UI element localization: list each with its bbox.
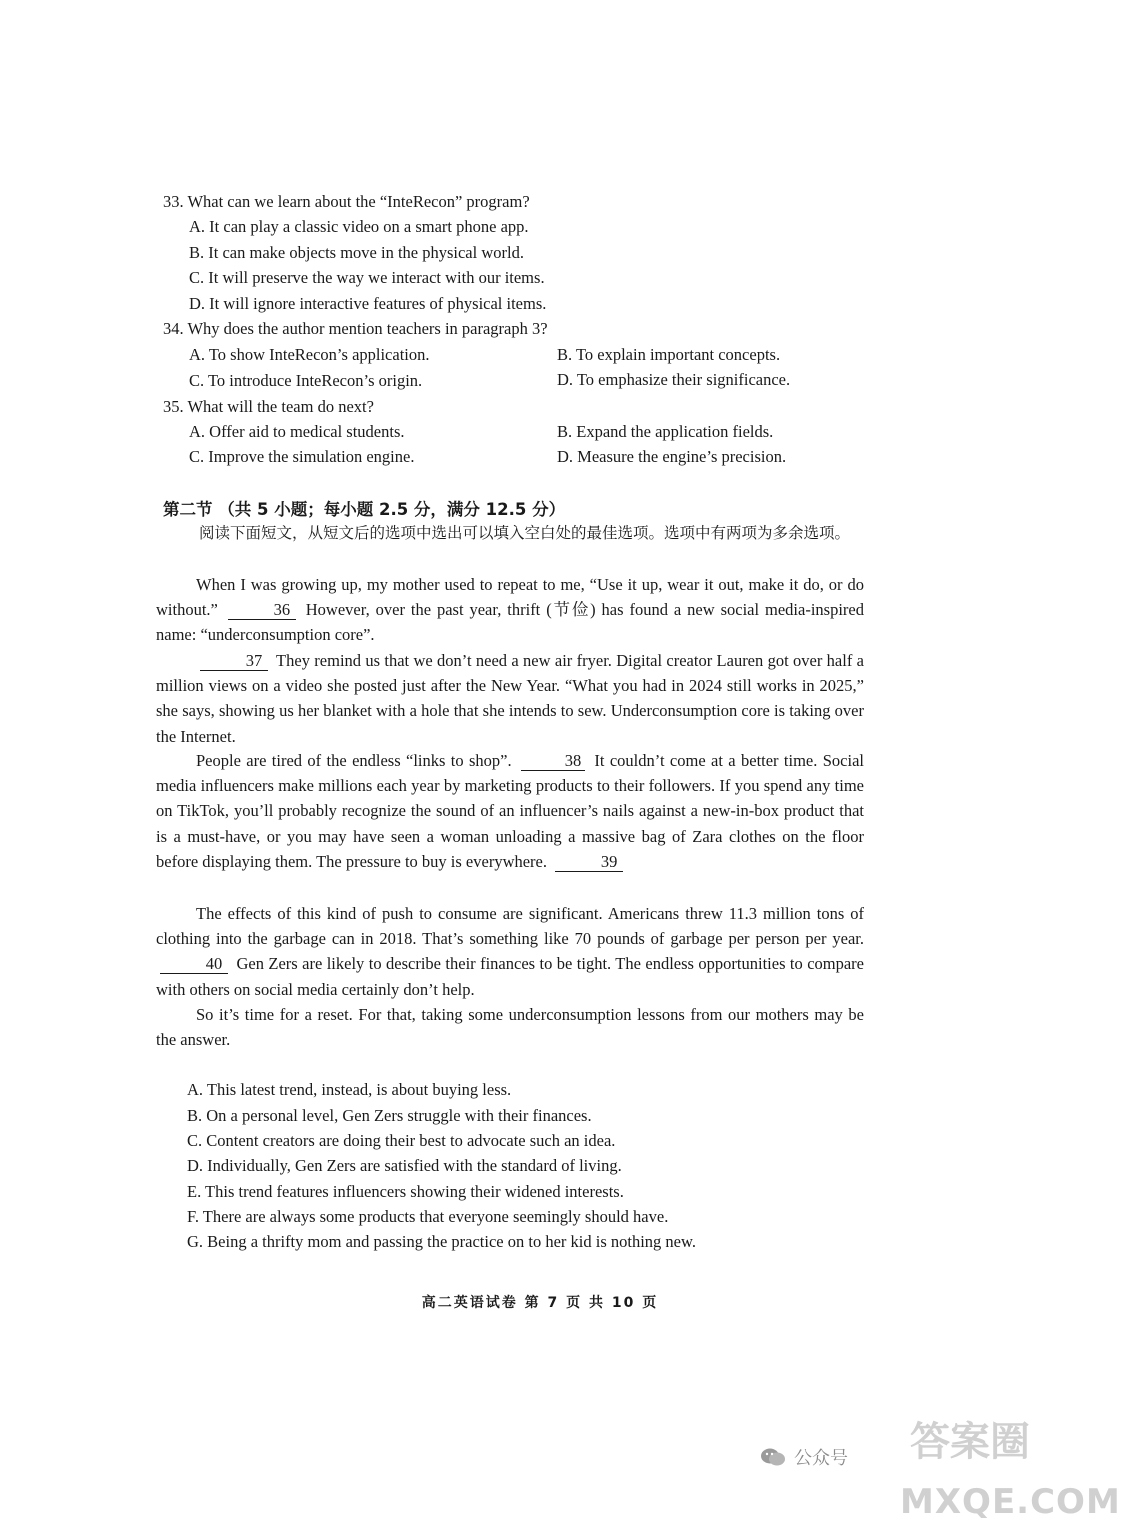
question-34-option-a: A. To show InteRecon’s application. (189, 345, 430, 364)
passage-text: When I was growing up, my mother used to repeat to me, “Use it up, wear it out, make it do, or do without.” (156, 575, 864, 620)
question-33-option-d: D. It will ignore interactive features of physical items. (189, 294, 547, 313)
wechat-icon (760, 1447, 786, 1467)
question-34-option-c: C. To introduce InteRecon’s origin. (189, 371, 423, 390)
choice-c: C. Content creators are doing their best to advocate such an idea. (187, 1131, 616, 1150)
blank-39: 39 (555, 853, 623, 872)
site-watermark-stamp (900, 1410, 1121, 1526)
question-35-stem: 35. What will the team do next? (163, 397, 374, 416)
passage-text: It couldn’t come at a better time. Social media influencers make millions each year by marketing products to their followers. If you spend any time on TikTok, you’ll probably recognize the sound of an influencer’s nails against a new-in-box product that is a must-have, or you may have seen a woman unloading a massive bag of Zara clothes on the floor before displaying them. The pressure to buy is everywhere. (156, 751, 864, 871)
blank-36: 36 (228, 601, 296, 620)
passage-text: People are tired of the endless “links to shop”. (196, 751, 512, 770)
watermark-account: 公众号 (794, 1448, 848, 1469)
question-35-option-a: A. Offer aid to medical students. (189, 422, 405, 441)
passage-text: They remind us that we don’t need a new air fryer. Digital creator Lauren got over half a million views on a video she posted just after the New Year. “What you had in 2024 still works in 2025,” she says, showing us her blanket with a hole that she intends to sew. Underconsumption core is taking over the Internet. (156, 651, 864, 746)
question-35-option-b: B. Expand the application fields. (557, 422, 774, 441)
choice-a: A. This latest trend, instead, is about buying less. (187, 1080, 512, 1099)
passage-paragraph-4 (156, 901, 864, 1002)
passage-text: Gen Zers are likely to describe their finances to be tight. The endless opportunities to compare with others on social media certainly don’t help. (156, 954, 865, 999)
choice-d: D. Individually, Gen Zers are satisfied with the standard of living. (187, 1156, 622, 1175)
page-footer: 高二英语试卷 第 7 页 共 10 页 (421, 1295, 659, 1311)
section-instruction: 阅读下面短文，从短文后的选项中选出可以填入空白处的最佳选项。选项中有两项为多余选项。 (199, 524, 851, 542)
choice-b: B. On a personal level, Gen Zers struggle with their finances. (187, 1106, 592, 1125)
blank-40: 40 (160, 955, 228, 974)
blank-38: 38 (521, 752, 585, 771)
passage-paragraph-5: So it’s time for a reset. For that, taking some underconsumption lessons from our mothers may be the answer. (156, 1005, 864, 1050)
question-34-stem: 34. Why does the author mention teachers in paragraph 3? (163, 319, 548, 338)
watermark-stamp-text: 答案圈 (910, 1419, 1030, 1465)
blank-37: 37 (200, 652, 268, 671)
question-33-option-c: C. It will preserve the way we interact with our items. (189, 268, 545, 287)
question-35-option-c: C. Improve the simulation engine. (189, 447, 415, 466)
passage-paragraph-3 (156, 748, 864, 874)
choice-g: G. Being a thrifty mom and passing the practice on to her kid is nothing new. (187, 1232, 696, 1251)
passage-text: However, over the past year, thrift (节俭) has found a new social media-inspired name: “underconsumption core”. (156, 600, 864, 645)
section-title: 第二节 （共 5 小题；每小题 2.5 分，满分 12.5 分） (163, 500, 566, 519)
passage-text: The effects of this kind of push to consume are significant. Americans threw 11.3 million tons of clothing into the garbage can in 2018. That’s something like 70 pounds of garbage per person per year. (156, 904, 864, 949)
wechat-watermark (760, 1440, 848, 1474)
question-34-option-b: B. To explain important concepts. (557, 345, 781, 364)
choice-f: F. There are always some products that everyone seemingly should have. (187, 1207, 669, 1226)
question-33-option-b: B. It can make objects move in the physical world. (189, 243, 524, 262)
question-33-option-a: A. It can play a classic video on a smart phone app. (189, 217, 529, 236)
question-35-option-d: D. Measure the engine’s precision. (557, 447, 787, 466)
passage-paragraph-2 (156, 648, 864, 749)
question-33-stem: 33. What can we learn about the “InteRecon” program? (163, 192, 530, 211)
watermark-url: MXQE.COM (900, 1482, 1121, 1522)
question-34-option-d: D. To emphasize their significance. (557, 370, 791, 389)
passage-paragraph-1 (156, 572, 864, 648)
choice-e: E. This trend features influencers showing their widened interests. (187, 1182, 624, 1201)
